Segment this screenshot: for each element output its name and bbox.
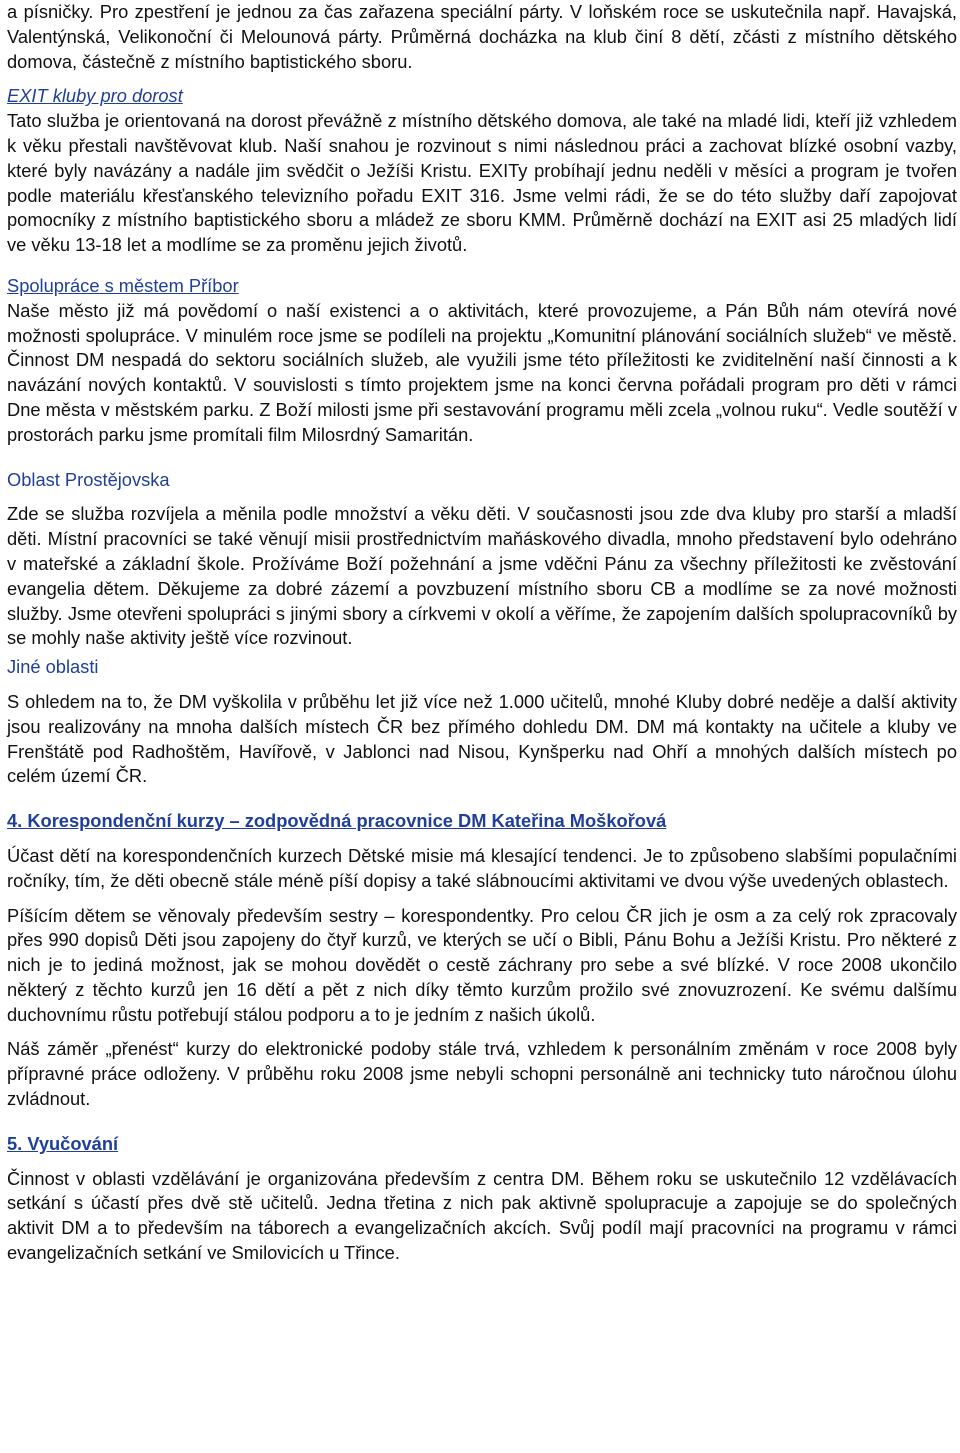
document-page: [7, 0, 957, 1266]
other-areas-heading: Jiné oblasti: [7, 656, 99, 678]
korespondence-paragraph-1: Účast dětí na korespondenčních kurzech Dětské misie má klesající tendenci. Je to způsobeno slabšími populačními ročníky, tím, že děti obecně stále méně píší dopisy a také slábnoucími aktivitami ve dvou výše uvedených oblastech.: [7, 844, 957, 891]
exit-heading: EXIT kluby pro dorost: [7, 85, 183, 107]
korespondence-paragraph-3: Náš záměr „přenést“ kurzy do elektronické podoby stále trvá, vzhledem k personálním změnám v roce 2008 byly přípravné práce odloženy. V průběhu roku 2008 jsme nebyli schopni personálně ani technicky tuto náročnou úlohu zvládnout.: [7, 1038, 957, 1110]
intro-black-text: Průměrná docházka na klub činí 8 dětí, zčásti z místního dětského domova, částečně z místního baptistického sboru.: [7, 25, 957, 72]
intro-blue-text: a písničky. Pro zpestření je jednou za čas zařazena speciální párty. V loňském roce se uskutečnila např. Havajská, Valentýnská, Velikonoční či Melounová párty.: [7, 1, 957, 47]
prostejov-paragraph: Zde se služba rozvíjela a měnila podle množství a věku děti. V současnosti jsou zde dva kluby pro starší a mladší děti. Místní pracovníci se také věnují misii prostřednictvím maňáskového divadla, mnoho představení bylo odehráno v mateřské a základní škole. Prožíváme Boží požehnání a jsme vděčni Pánu za všechny příležitosti ke zvěstování evangelia dětem. Děkujeme za dobré zázemí a povzbuzení místního sboru CB a modlíme se za nové možnosti služby. Jsme otevřeni spolupráci s jinými sbory a církvemi v okolí a věříme, že zapojením dalších spolupracovníků by se mohly naše aktivity ještě více rozvinout.: [7, 503, 957, 649]
exit-paragraph: [7, 109, 957, 258]
other-areas-paragraph: S ohledem na to, že DM vyškolila v průběhu let již více než 1.000 učitelů, mnohé Kluby dobré neděje a další aktivity jsou realizovány na mnoha dalších místech ČR bez přímého dohledu DM. DM má kontakty na učitele a kluby ve Frenštátě pod Radhoštěm, Havířově, v Jablonci nad Nisou, Kynšperku nad Ohří a mnohých dalších místech po celém území ČR.: [7, 690, 957, 787]
pribor-paragraph: Naše město již má povědomí o naší existenci a o aktivitách, které provozujeme, a Pán Bůh nám otevírá nové možnosti spolupráce. V minulém roce jsme se podíleli na projektu „Komunitní plánování sociálních služeb“ ve městě. Činnost DM nespadá do sektoru sociálních služeb, ale využili jsme této příležitosti ke zviditelnění naší činnosti a k navázání nových kontaktů. V souvislosti s tímto projektem jsme na konci června pořádali program pro děti v rámci Dne města v městském parku. Z Boží milosti jsme při sestavování programu měli zcela „volnou ruku“. Vedle soutěží v prostorách parku jsme promítali film Milosrdný Samaritán.: [7, 299, 957, 445]
exit-blue-text: Tato služba je orientovaná na dorost převážně z místního dětského domova, ale také na mladé lidi, kteří již vzhledem k věku přestali navštěvovat klub.: [7, 110, 957, 156]
korespondence-paragraph-2: Píšícím dětem se věnovaly především sestry – korespondentky. Pro celou ČR jich je osm a za celý rok zpracovaly přes 990 dopisů Děti jsou zapojeny do čtyř kurzů, ve kterých se učí o Bibli, Pánu Bohu a Ježíši Kristu. Pro některé z nich je to jediná možnost, jak se mohou dovědět o cestě záchrany pro sebe a své blízké. V roce 2008 ukončilo některý z těchto kurzů jen 16 dětí a pět z nich díky těmto kurzům prožilo své znovuzrození. Ke svému dalšímu duchovnímu růstu potřebují stálou podporu a to je jedním z našich úkolů.: [7, 904, 957, 1025]
vyucovani-heading: 5. Vyučování: [7, 1132, 119, 1154]
prostejov-heading: Oblast Prostějovska: [7, 468, 170, 490]
exit-black-text: Naší snahou je rozvinout s nimi následnou práci a zachovat blízké osobní vazby, které byly navázány a nadále jim svědčit o Ježíši Kristu. EXITy probíhají jednu neděli v měsíci a program je tvořen podle materiálu křesťanského televizního pořadu EXIT 316. Jsme velmi rádi, že se do této služby daří zapojovat pomocníky z místního baptistického sboru a mládež ze sboru KMM. Průměrně dochází na EXIT asi 25 mladých lidí ve věku 13-18 let a modlíme se za proměnu jejich životů.: [7, 134, 957, 256]
pribor-heading: Spolupráce s městem Příbor: [7, 274, 239, 296]
vyucovani-paragraph: Činnost v oblasti vzdělávání je organizována především z centra DM. Během roku se uskutečnilo 12 vzdělávacích setkání s účastí přes dvě stě učitelů. Jedna třetina z nich pak aktivně spolupracuje a zapojuje se do společných aktivit DM a to především na táborech a evangelizačních akcích. Svůj podíl mají pracovníci na programu v rámci evangelizačních setkání ve Smilovicích u Třince.: [7, 1167, 957, 1264]
korespondence-heading: 4. Korespondenční kurzy – zodpovědná pracovnice DM Kateřina Moškořová: [7, 810, 667, 832]
intro-paragraph: [7, 0, 957, 74]
